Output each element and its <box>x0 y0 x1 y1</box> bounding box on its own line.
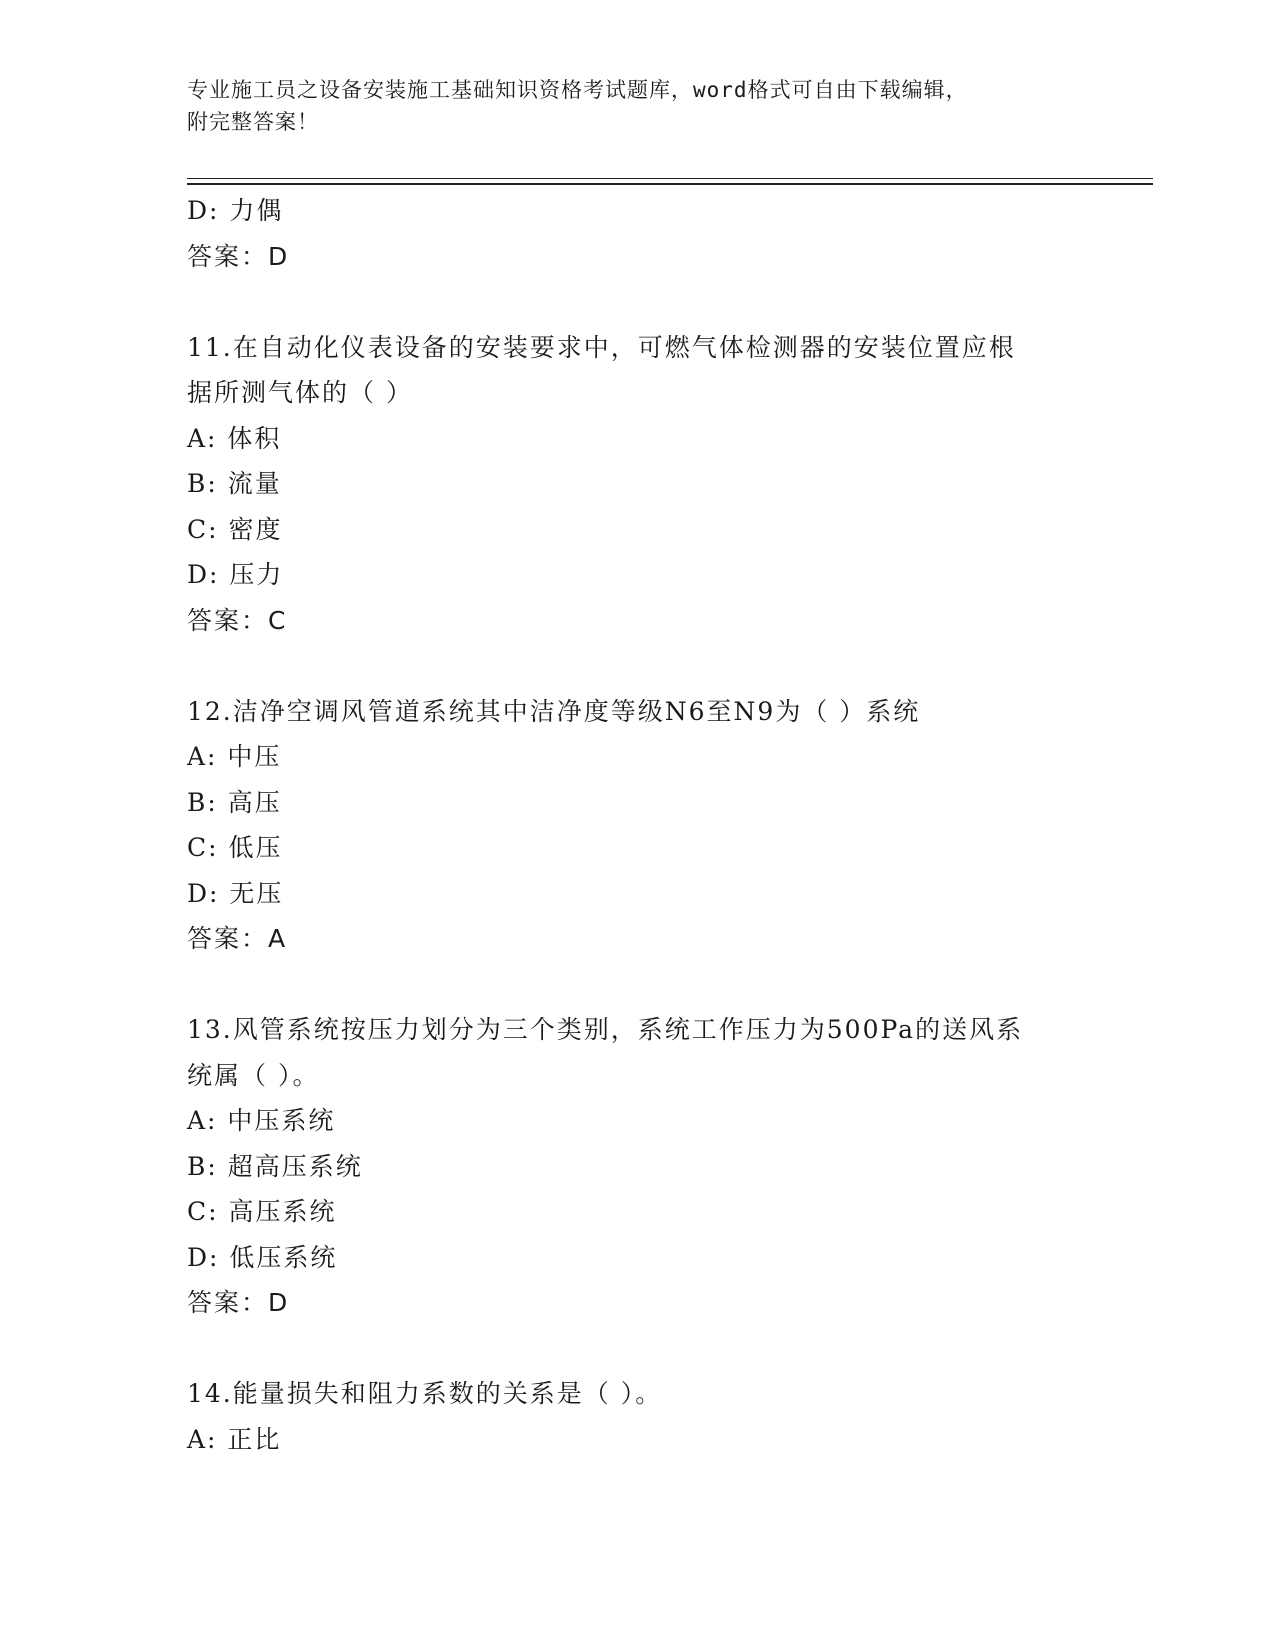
option-d: D: 低压系统 <box>187 1242 338 1272</box>
option-c: C: 密度 <box>187 514 283 544</box>
header-divider-thin <box>187 178 1153 179</box>
question-stem-line: 14.能量损失和阻力系数的关系是（ ）。 <box>187 1379 663 1408</box>
header-divider-thick <box>187 183 1153 185</box>
header-line-2: 附完整答案！ <box>187 110 319 134</box>
option-a: A: 中压系统 <box>187 1106 336 1135</box>
question-stem-line: 11.在自动化仪表设备的安装要求中，可燃气体检测器的安装位置应根 <box>187 332 1016 362</box>
question-14 <box>187 1371 1153 1462</box>
header-line-1: 专业施工员之设备安装施工基础知识资格考试题库，word格式可自由下载编辑， <box>187 78 968 102</box>
answer: 答案：D <box>187 1288 290 1317</box>
option-a: A: 体积 <box>187 423 282 453</box>
option-d: D: 无压 <box>187 878 284 908</box>
option-d: D: 压力 <box>187 560 284 589</box>
option-c: C: 低压 <box>187 833 283 862</box>
question-12 <box>187 689 1153 962</box>
question-13 <box>187 1007 1153 1326</box>
answer: 答案：C <box>187 605 288 635</box>
question-stem-line: 13.风管系统按压力划分为三个类别，系统工作压力为500Pa的送风系 <box>187 1015 1024 1044</box>
option-a: A: 中压 <box>187 742 282 771</box>
question-stem-line: 据所测气体的（ ） <box>187 378 413 407</box>
question-11 <box>187 325 1153 644</box>
option-b: B: 流量 <box>187 469 282 498</box>
question-stem-line: 12.洁净空调风管道系统其中洁净度等级N6至N9为（ ）系统 <box>187 696 921 726</box>
option-a: A: 正比 <box>187 1424 282 1454</box>
answer: 答案：A <box>187 924 288 953</box>
prev-answer: 答案：D <box>187 241 290 271</box>
question-stem-line: 统属（ ）。 <box>187 1060 320 1090</box>
option-b: B: 高压 <box>187 787 282 817</box>
option-b: B: 超高压系统 <box>187 1151 363 1181</box>
page-header <box>187 74 1087 138</box>
question-list <box>187 188 1153 1462</box>
prev-option-d: D: 力偶 <box>187 196 284 225</box>
option-c: C: 高压系统 <box>187 1197 337 1226</box>
